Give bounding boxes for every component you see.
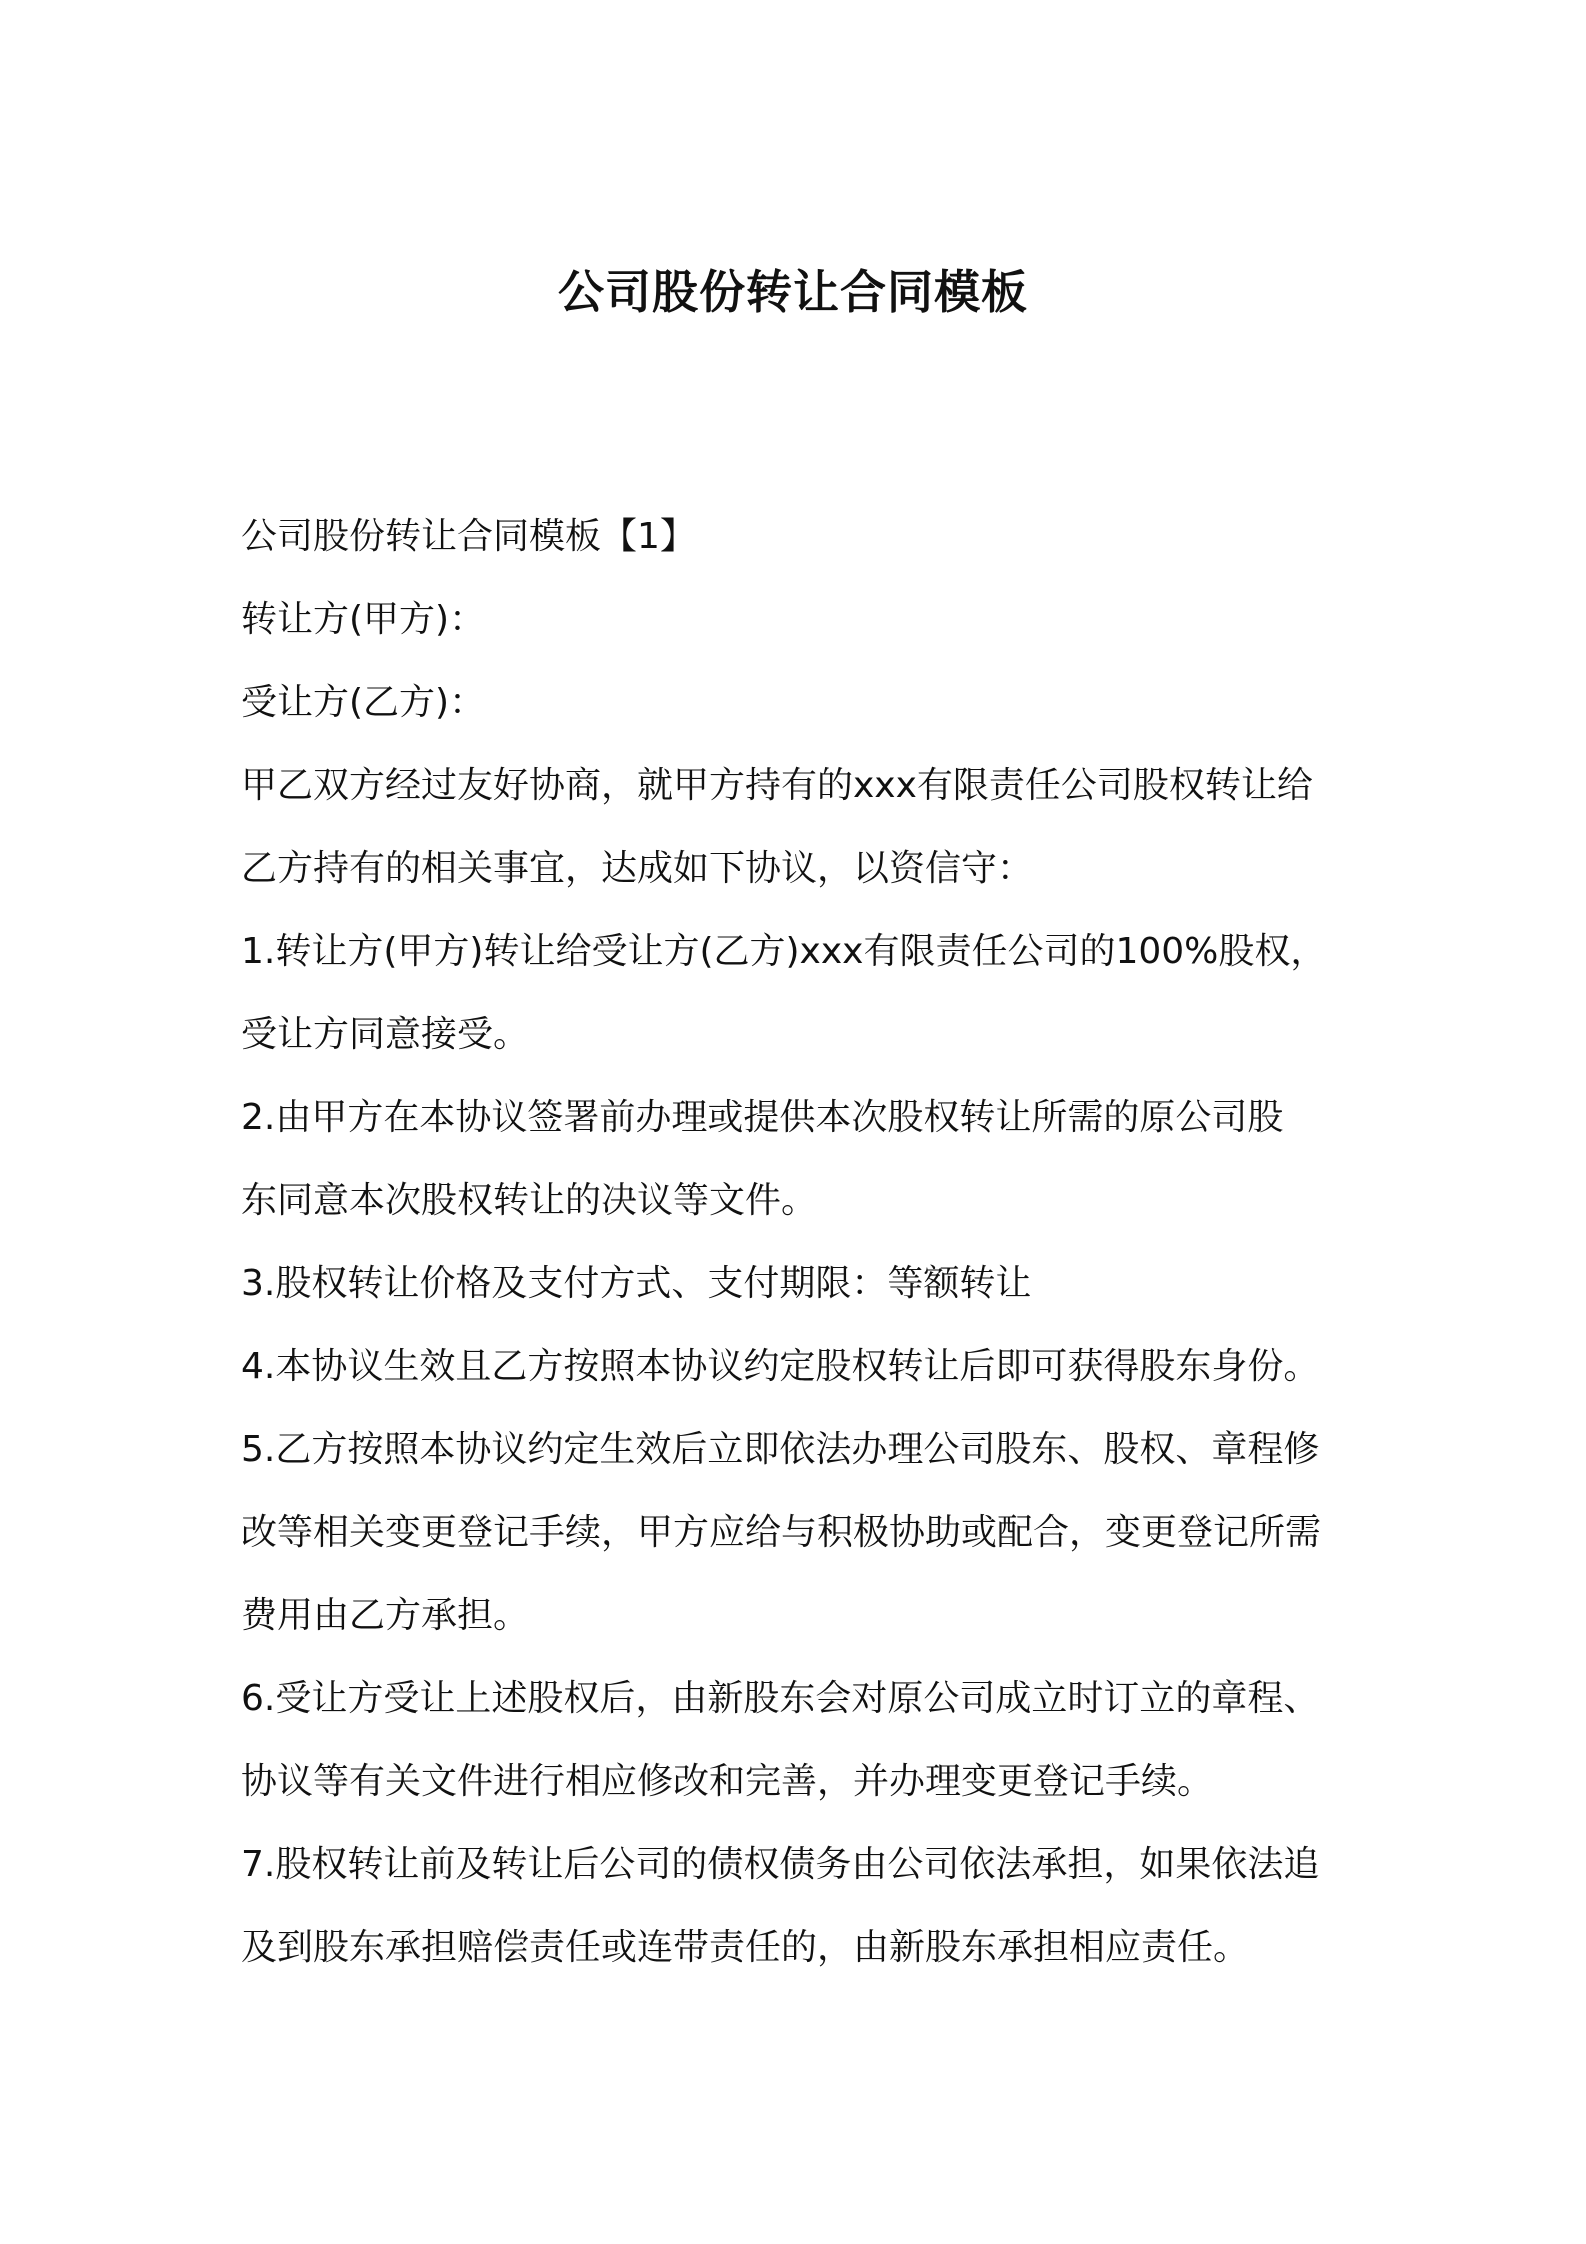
clause-line: 协议等有关文件进行相应修改和完善，并办理变更登记手续。 xyxy=(241,1761,1214,1802)
clause-line: 费用由乙方承担。 xyxy=(241,1595,530,1636)
clause-line: 及到股东承担赔偿责任或连带责任的，由新股东承担相应责任。 xyxy=(241,1927,1250,1968)
clause-line: 4.本协议生效且乙方按照本协议约定股权转让后即可获得股东身份。 xyxy=(241,1346,1320,1387)
transferee-line: 受让方(乙方)： xyxy=(241,682,486,723)
clause-line: 6.受让方受让上述股权后，由新股东会对原公司成立时订立的章程、 xyxy=(241,1678,1320,1719)
document-body xyxy=(241,495,1361,1989)
subtitle-line: 公司股份转让合同模板【1】 xyxy=(241,516,696,557)
transferor-line: 转让方(甲方)： xyxy=(241,599,486,640)
preamble-line: 乙方持有的相关事宜，达成如下协议，以资信守： xyxy=(241,848,1034,889)
clause-line: 1.转让方(甲方)转让给受让方(乙方)xxx有限责任公司的100%股权， xyxy=(241,931,1327,972)
clause-line: 3.股权转让价格及支付方式、支付期限：等额转让 xyxy=(241,1263,1032,1304)
clause-line: 改等相关变更登记手续，甲方应给与积极协助或配合，变更登记所需 xyxy=(241,1512,1322,1553)
clause-line: 2.由甲方在本协议签署前办理或提供本次股权转让所需的原公司股 xyxy=(241,1097,1284,1138)
preamble-line: 甲乙双方经过友好协商，就甲方持有的xxx有限责任公司股权转让给 xyxy=(241,765,1313,806)
clause-line: 5.乙方按照本协议约定生效后立即依法办理公司股东、股权、章程修 xyxy=(241,1429,1320,1470)
clause-line: 东同意本次股权转让的决议等文件。 xyxy=(241,1180,818,1221)
clause-line: 受让方同意接受。 xyxy=(241,1014,530,1055)
document-title: 公司股份转让合同模板 xyxy=(558,265,1028,319)
clause-line: 7.股权转让前及转让后公司的债权债务由公司依法承担，如果依法追 xyxy=(241,1844,1320,1885)
